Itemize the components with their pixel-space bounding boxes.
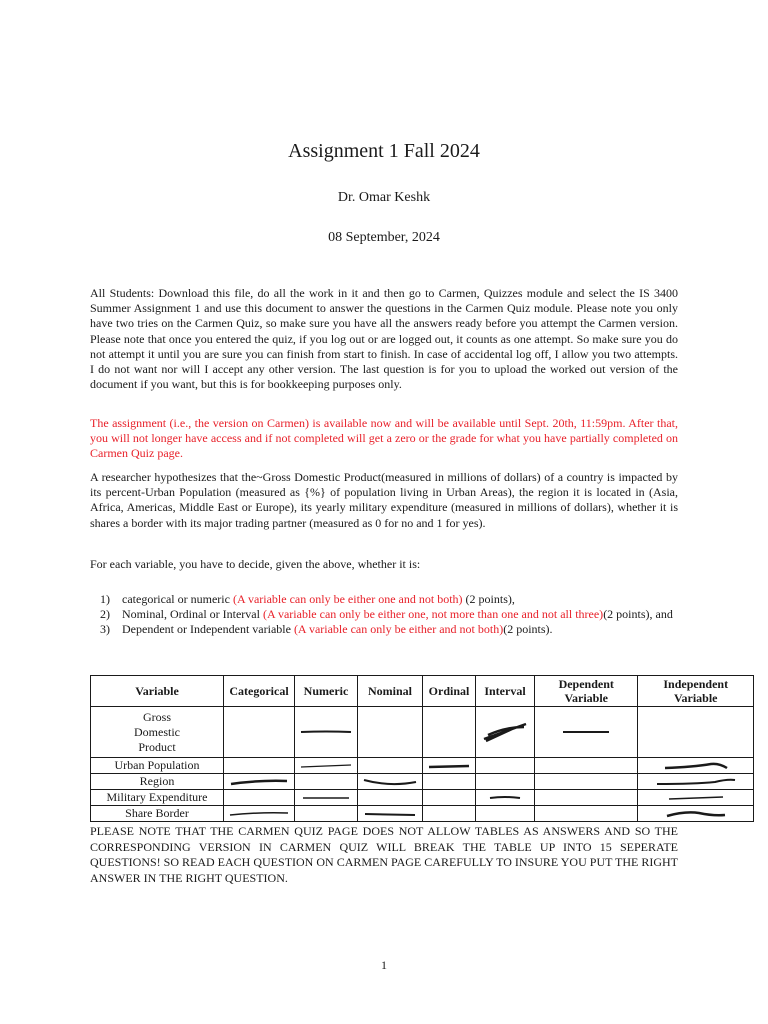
table-row <box>91 758 754 774</box>
instruction-paragraph: For each variable, you have to decide, given the above, whether it is: <box>90 557 421 571</box>
header-numeric: Numeric <box>295 676 358 707</box>
header-independent: Independent Variable <box>638 676 754 707</box>
header-nominal: Nominal <box>358 676 423 707</box>
header-variable: Variable <box>91 676 224 707</box>
table-cell[interactable] <box>638 774 754 790</box>
variables-table <box>90 675 754 822</box>
scribble-mark <box>663 761 729 771</box>
row-name-military: Military Expenditure <box>91 790 224 806</box>
table-cell[interactable] <box>535 774 638 790</box>
table-cell[interactable] <box>423 707 476 758</box>
table-cell[interactable] <box>295 758 358 774</box>
table-cell[interactable] <box>358 790 423 806</box>
scribble-mark <box>665 809 727 819</box>
table-cell[interactable] <box>295 774 358 790</box>
table-cell[interactable] <box>295 707 358 758</box>
document-date: 08 September, 2024 <box>328 230 440 245</box>
table-cell[interactable] <box>476 774 535 790</box>
scribble-mark <box>229 778 289 786</box>
scribble-mark <box>301 795 351 801</box>
document-title: Assignment 1 Fall 2024 <box>288 140 480 162</box>
table-cell[interactable] <box>638 790 754 806</box>
table-cell[interactable] <box>476 790 535 806</box>
scribble-mark <box>299 763 353 769</box>
row-name-region: Region <box>91 774 224 790</box>
header-categorical: Categorical <box>224 676 295 707</box>
table-cell[interactable] <box>423 758 476 774</box>
table-cell[interactable] <box>638 758 754 774</box>
scribble-mark <box>427 762 471 770</box>
table-cell[interactable] <box>535 707 638 758</box>
table-cell[interactable] <box>358 707 423 758</box>
table-cell[interactable] <box>423 774 476 790</box>
list-item: 3) Dependent or Independent variable (A variable can only be either and not both)(2 points). <box>100 622 553 637</box>
intro-paragraph: All Students: Download this file, do all the work in it and then go to Carmen, Quizzes module and select the IS 3400 Summer Assignment 1 and use this document to answer the questions in the Carmen Quiz module. Please note you only have two tries on the Carmen Quiz, so make sure you have all the answers ready before you attempt the Carmen version. Please note that once you entered the quiz, if you log out or are logged out, it counts as one attempt. So make sure you do not attempt it until you are sure you can finish from start to finish. In case of accidental log off, I allow you two attempts. I do not want nor will I accept any other version. The last question is for you to upload the worked out version of the document if you want, but this is for bookkeeping purposes only. <box>90 286 678 392</box>
table-header-row <box>91 676 754 707</box>
list-item: 1) categorical or numeric (A variable can only be either one and not both) (2 points), <box>100 592 515 606</box>
table-cell[interactable] <box>224 758 295 774</box>
table-cell[interactable] <box>295 790 358 806</box>
scribble-mark <box>363 811 417 817</box>
table-cell[interactable] <box>423 806 476 822</box>
hypothesis-paragraph: A researcher hypothesizes that the~Gross Domestic Product(measured in millions of dollars) of a country is impacted by its percent-Urban Population (measured as {%} of population living in Urban Areas), the region it is located in (Asia, Africa, Americas, Middle East or Europe), its yearly military expenditure (measured in millions of dollars), whether it is shares a border with its major trading partner (measured as 0 for no and 1 for yes). <box>90 470 678 530</box>
header-ordinal: Ordinal <box>423 676 476 707</box>
table-row <box>91 707 754 758</box>
header-interval: Interval <box>476 676 535 707</box>
table-cell[interactable] <box>295 806 358 822</box>
table-cell[interactable] <box>535 758 638 774</box>
table-cell[interactable] <box>476 806 535 822</box>
scribble-mark <box>667 795 725 801</box>
scribble-mark <box>655 777 737 787</box>
table-cell[interactable] <box>476 707 535 758</box>
table-row <box>91 774 754 790</box>
row-name-urban: Urban Population <box>91 758 224 774</box>
scribble-mark <box>480 721 530 743</box>
scribble-mark <box>488 795 522 801</box>
table-cell[interactable] <box>535 790 638 806</box>
header-dependent: Dependent Variable <box>535 676 638 707</box>
table-cell[interactable] <box>423 790 476 806</box>
table-cell[interactable] <box>358 806 423 822</box>
table-cell[interactable] <box>358 758 423 774</box>
table-cell[interactable] <box>224 790 295 806</box>
table-cell[interactable] <box>224 774 295 790</box>
table-row <box>91 806 754 822</box>
scribble-mark <box>561 728 611 736</box>
scribble-mark <box>362 777 418 787</box>
table-row <box>91 790 754 806</box>
scribble-mark <box>299 728 353 736</box>
table-cell[interactable] <box>358 774 423 790</box>
row-name-gdp: Gross Domestic Product <box>91 707 224 758</box>
carmen-note: PLEASE NOTE THAT THE CARMEN QUIZ PAGE DOES NOT ALLOW TABLES AS ANSWERS AND SO THE CORRESPONDING VERSION IN CARMEN QUIZ WILL BREAK THE TABLE UP INTO 15 SEPERATE QUESTIONS! SO READ EACH QUESTION ON CARMEN PAGE CAREFULLY TO INSURE YOU PUT THE RIGHT ANSWER IN THE RIGHT QUESTION. <box>90 824 678 885</box>
table-cell[interactable] <box>476 758 535 774</box>
deadline-notice: The assignment (i.e., the version on Carmen) is available now and will be available until Sept. 20th, 11:59pm. After that, you will not longer have access and if not completed will get a zero or the grade for what you have partially completed on Carmen Quiz page. <box>90 416 678 461</box>
scribble-mark <box>228 811 290 817</box>
table-cell[interactable] <box>638 707 754 758</box>
criteria-list <box>100 592 680 638</box>
row-name-border: Share Border <box>91 806 224 822</box>
table-cell[interactable] <box>224 707 295 758</box>
list-item: 2) Nominal, Ordinal or Interval (A variable can only be either one, not more than one and not all three)(2 points), and <box>100 607 673 622</box>
table-cell[interactable] <box>535 806 638 822</box>
table-cell[interactable] <box>638 806 754 822</box>
page-number: 1 <box>381 958 387 972</box>
table-cell[interactable] <box>224 806 295 822</box>
document-author: Dr. Omar Keshk <box>337 190 431 205</box>
